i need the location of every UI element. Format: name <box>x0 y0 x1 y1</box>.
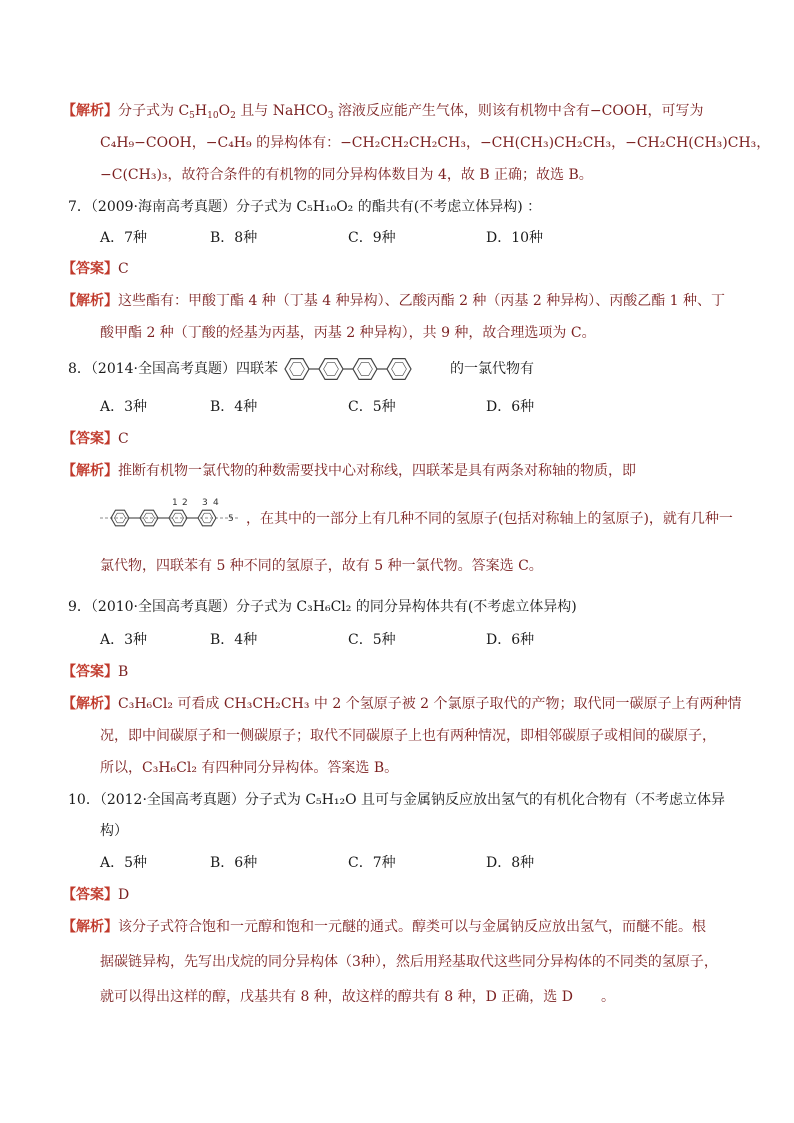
benzene-inner-ring <box>290 363 305 376</box>
h-label-3: 3 <box>202 498 208 508</box>
question-stem: 8．（2014·全国高考真题）四联苯 <box>68 361 278 377</box>
answer-line <box>62 259 129 279</box>
question-stem: 10．（2012·全国高考真题）分子式为 C₅H₁₂O 且可与金属钠反应放出氢气的有机化合物有（不考虑立体异 <box>68 792 726 808</box>
analysis-line <box>62 461 636 481</box>
benzene-inner-ring <box>324 363 339 376</box>
analysis-line: ，在其中的一部分上有几种不同的氢原子(包括对称轴上的氢原子)，就有几种一 <box>246 511 733 527</box>
question-stem: 7．（2009·海南高考真题）分子式为 C₅H₁₀O₂ 的酯共有(不考虑立体异构) ： <box>68 199 542 215</box>
symmetry-axis-structure <box>100 496 250 530</box>
answer-value: D <box>118 887 130 903</box>
option-c: C．7种 <box>348 855 396 871</box>
option-d: D．10种 <box>486 230 544 246</box>
text-span: H <box>194 103 208 119</box>
analysis-line: 况，即中间碳原子和一侧碳原子；取代不同碳原子上也有两种情况，即相邻碳原子或相间的碳原子， <box>100 728 716 744</box>
quaterphenyl-structure <box>280 356 450 382</box>
analysis-tag: 【解析】 <box>62 919 118 935</box>
benzene-inner-ring <box>358 363 373 376</box>
h-label-2: 2 <box>182 498 188 508</box>
question-stem-cont: 构） <box>100 823 128 839</box>
analysis-tag: 【解析】 <box>62 696 118 712</box>
benzene-ring <box>319 359 343 380</box>
option-a: A．3种 <box>100 399 148 415</box>
option-c: C．9种 <box>348 230 396 246</box>
analysis-tag: 【解析】 <box>62 463 118 479</box>
analysis-text: C₃H₆Cl₂ 可看成 CH₃CH₂CH₃ 中 2 个氢原子被 2 个氯原子取代的产物；取代同一碳原子上有两种情 <box>118 696 742 712</box>
option-a: A．5种 <box>100 855 148 871</box>
h-label-5: 5 <box>228 514 234 524</box>
answer-tag: 【答案】 <box>62 431 118 447</box>
option-d: D．6种 <box>486 632 535 648</box>
h-label-4: 4 <box>213 498 219 508</box>
answer-tag: 【答案】 <box>62 887 118 903</box>
analysis-line: −C(CH₃)₃，故符合条件的有机物的同分异构体数目为 4，故 B 正确；故选 B。 <box>100 167 593 183</box>
analysis-line: C₄H₉−COOH，−C₄H₉ 的异构体有：−CH₂CH₂CH₂CH₃，−CH(CH₃)CH₂CH₃，−CH₂CH(CH₃)CH₃， <box>100 135 771 151</box>
option-d: D．8种 <box>486 855 535 871</box>
answer-tag: 【答案】 <box>62 261 118 277</box>
answer-line <box>62 885 129 905</box>
benzene-ring <box>387 359 411 380</box>
answer-value: C <box>118 261 129 277</box>
analysis-line: 据碳链异构，先写出戊烷的同分异构体（3种），然后用羟基取代这些同分异构体的不同类的氢原子， <box>100 954 718 970</box>
option-b: B．8种 <box>210 230 258 246</box>
benzene-ring <box>285 359 309 380</box>
analysis-line: 就可以得出这样的醇，戊基共有 8 种，故这样的醇共有 8 种，D 正确，选 D 。 <box>100 989 615 1005</box>
analysis-line <box>62 291 725 311</box>
benzene-ring <box>353 359 377 380</box>
option-b: B．4种 <box>210 399 258 415</box>
analysis-line <box>62 917 706 937</box>
analysis-text: 推断有机物一氯代物的种数需要找中心对称线，四联苯是具有两条对称轴的物质，即 <box>118 463 636 479</box>
option-b: B．4种 <box>210 632 258 648</box>
analysis-tag: 【解析】 <box>62 103 118 119</box>
analysis-line: 所以，C₃H₆Cl₂ 有四种同分异构体。答案选 B。 <box>100 760 399 776</box>
text-span: O <box>218 103 231 119</box>
answer-tag: 【答案】 <box>62 664 118 680</box>
text-span: 且与 NaHCO <box>235 103 328 119</box>
subscript: 2 <box>230 111 236 121</box>
answer-line <box>62 429 129 449</box>
option-a: A．3种 <box>100 632 148 648</box>
option-c: C．5种 <box>348 399 396 415</box>
answer-value: C <box>118 431 129 447</box>
subscript: 10 <box>207 111 219 121</box>
subscript: 3 <box>327 111 334 121</box>
answer-value: B <box>118 664 129 680</box>
question-stem-end: 的一氯代物有 <box>450 361 534 377</box>
analysis-line <box>62 101 704 121</box>
text-span: 溶液反应能产生气体，则该有机物中含有−COOH，可写为 <box>333 103 704 119</box>
option-d: D．6种 <box>486 399 535 415</box>
analysis-text: 这些酯有：甲酸丁酯 4 种（丁基 4 种异构）、乙酸丙酯 2 种（丙基 2 种异构）、丙酸乙酯 1 种、丁 <box>118 293 726 309</box>
analysis-line <box>62 694 742 714</box>
option-c: C．5种 <box>348 632 396 648</box>
option-b: B．6种 <box>210 855 258 871</box>
option-a: A．7种 <box>100 230 148 246</box>
analysis-tag: 【解析】 <box>62 293 118 309</box>
answer-line <box>62 662 128 682</box>
analysis-line: 酸甲酯 2 种（丁酸的烃基为丙基，丙基 2 种异构），共 9 种，故合理选项为 C。 <box>100 325 596 341</box>
question-stem: 9．（2010·全国高考真题）分子式为 C₃H₆Cl₂ 的同分异构体共有(不考虑立体异构) <box>68 599 577 615</box>
subscript: 5 <box>189 111 195 121</box>
benzene-inner-ring <box>392 363 407 376</box>
h-label-1: 1 <box>172 498 178 508</box>
analysis-line: 氯代物，四联苯有 5 种不同的氢原子，故有 5 种一氯代物。答案选 C。 <box>100 558 543 574</box>
analysis-text: 该分子式符合饱和一元醇和饱和一元醚的通式。醇类可以与金属钠反应放出氢气，而醚不能。根 <box>118 919 706 935</box>
text-span: 分子式为 C <box>118 103 190 119</box>
